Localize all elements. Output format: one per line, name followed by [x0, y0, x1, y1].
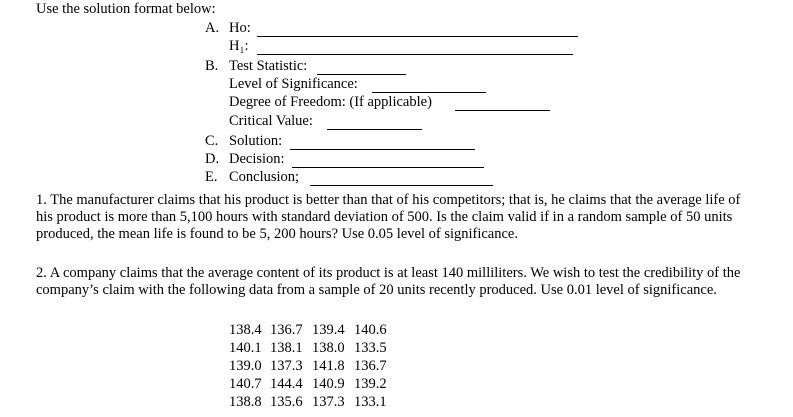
table-cell: 140.1 [229, 340, 262, 356]
table-cell: 138.4 [229, 322, 262, 338]
degree-of-freedom-label: Degree of Freedom: (If applicable) [229, 94, 432, 110]
table-cell: 136.7 [354, 358, 387, 374]
item-e-label: E. [205, 169, 218, 185]
table-row [229, 394, 396, 411]
table-cell: 135.6 [270, 394, 303, 410]
null-hypothesis-label: Ho: [229, 20, 251, 36]
level-of-significance-label: Level of Significance: [229, 76, 358, 92]
alt-hypothesis-blank [257, 54, 573, 55]
test-statistic-label: Test Statistic: [229, 58, 308, 74]
problem-2-text: 2. A company claims that the average content of its product is at least 140 milliliters. We wish to test the credibility of the company’s claim with the following data from a sample of 20 units recently produced. Use 0.01 level of significance. [36, 265, 741, 298]
table-cell: 139.0 [229, 358, 262, 374]
table-row [229, 376, 396, 393]
table-row [229, 340, 396, 357]
table-cell: 140.9 [312, 376, 345, 392]
degree-of-freedom-blank [455, 110, 550, 111]
table-cell: 140.7 [229, 376, 262, 392]
conclusion-blank [310, 185, 493, 186]
table-cell: 139.4 [312, 322, 345, 338]
item-a-label: A. [205, 20, 220, 36]
table-cell: 133.5 [354, 340, 387, 356]
table-cell: 133.1 [354, 394, 387, 410]
table-cell: 138.1 [270, 340, 303, 356]
table-cell: 138.8 [229, 394, 262, 410]
intro-text: Use the solution format below: [36, 1, 216, 17]
item-c-label: C. [205, 133, 219, 149]
table-cell: 144.4 [270, 376, 303, 392]
item-b-label: B. [205, 58, 219, 74]
decision-blank [292, 167, 484, 168]
table-cell: 140.6 [354, 322, 387, 338]
critical-value-label: Critical Value: [229, 113, 313, 129]
test-statistic-blank [317, 74, 406, 75]
alt-hypothesis-label: H₁: [229, 38, 249, 54]
table-row [229, 322, 396, 339]
conclusion-label: Conclusion; [229, 169, 300, 185]
solution-blank [290, 149, 475, 150]
table-cell: 137.3 [270, 358, 303, 374]
decision-label: Decision: [229, 151, 285, 167]
table-cell: 137.3 [312, 394, 345, 410]
item-d-label: D. [205, 151, 220, 167]
critical-value-blank [327, 129, 422, 130]
null-hypothesis-blank [257, 36, 578, 37]
level-of-significance-blank [372, 92, 486, 93]
table-cell: 136.7 [270, 322, 303, 338]
solution-label: Solution: [229, 133, 283, 149]
table-cell: 141.8 [312, 358, 345, 374]
table-cell: 139.2 [354, 376, 387, 392]
problem-1-text: 1. The manufacturer claims that his product is better than that of his competitors; that is, he claims that the average life of his product is more than 5,100 hours with standard deviation of 500. Is the claim valid if in a random sample of 50 units produced, the mean life is found to be 5, 200 hours? Use 0.05 level of significance. [36, 192, 741, 242]
table-row [229, 358, 396, 375]
table-cell: 138.0 [312, 340, 345, 356]
